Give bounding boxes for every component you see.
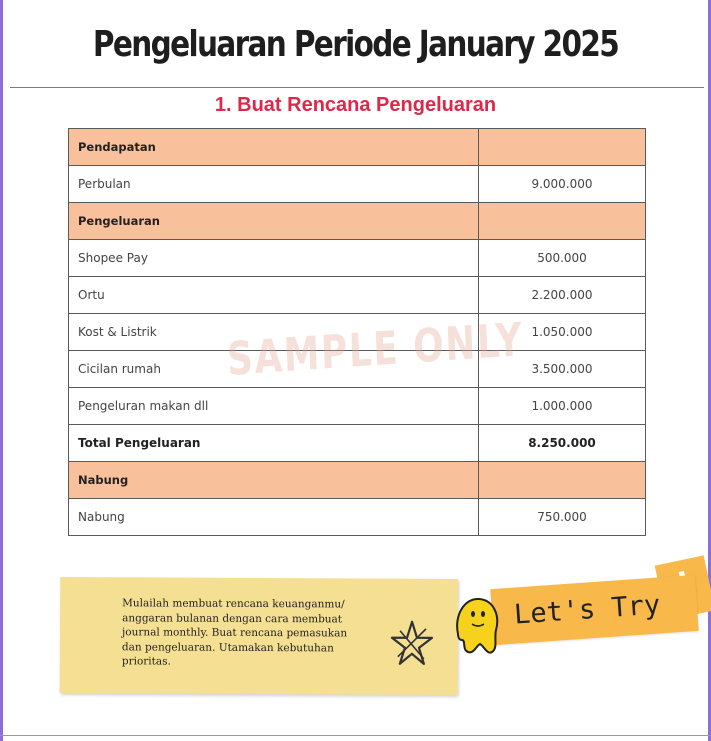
- sample-watermark: SAMPLE ONLY: [226, 312, 525, 386]
- row-amount: [479, 203, 646, 240]
- yellow-blob-mascot-icon: [452, 594, 504, 658]
- lets-try-label: Let's Try: [513, 589, 662, 631]
- row-amount: 3.500.000: [479, 351, 646, 388]
- row-amount: [479, 462, 646, 499]
- row-amount: 2.200.000: [479, 277, 646, 314]
- row-label: Kost & Listrik: [69, 314, 479, 351]
- table-section-header: [69, 462, 646, 499]
- row-label: Pengeluran makan dll: [69, 388, 479, 425]
- note-line: anggaran bulanan dengan cara membuat: [122, 611, 343, 625]
- row-label: Nabung: [69, 499, 479, 536]
- table-row: [69, 166, 646, 203]
- row-amount: [479, 129, 646, 166]
- row-label: Pendapatan: [69, 129, 479, 166]
- note-line: Mulailah membuat rencana keuanganmu/: [122, 597, 345, 611]
- table-row: [69, 240, 646, 277]
- note-line: journal monthly. Buat rencana pemasukan: [121, 626, 348, 640]
- row-label: Pengeluaran: [69, 203, 479, 240]
- table-row: [69, 277, 646, 314]
- table-section-header: [69, 129, 646, 166]
- row-label: Ortu: [69, 277, 479, 314]
- note-text: [122, 596, 372, 670]
- title-divider: [10, 87, 704, 88]
- row-label: Shopee Pay: [69, 240, 479, 277]
- bottom-divider: [0, 735, 711, 736]
- row-label: Cicilan rumah: [69, 351, 479, 388]
- table-row: [69, 388, 646, 425]
- row-amount: 750.000: [479, 499, 646, 536]
- row-amount: 1.050.000: [479, 314, 646, 351]
- row-label: Total Pengeluaran: [69, 425, 479, 462]
- note-line: dan pengeluaran. Utamakan kebutuhan: [121, 640, 334, 654]
- table-total-row: [69, 425, 646, 462]
- star-doodle-icon: [390, 619, 434, 667]
- row-amount: 8.250.000: [479, 425, 646, 462]
- section-title: 1. Buat Rencana Pengeluaran: [214, 94, 497, 116]
- table-row: [69, 499, 646, 536]
- row-amount: 500.000: [479, 240, 646, 277]
- row-amount: 9.000.000: [479, 166, 646, 203]
- row-amount: 1.000.000: [479, 388, 646, 425]
- row-label: Nabung: [69, 462, 479, 499]
- note-line: prioritas.: [121, 655, 171, 668]
- row-label: Perbulan: [69, 166, 479, 203]
- page-title: Pengeluaran Periode January 2025: [92, 24, 619, 65]
- sticky-note: [60, 577, 459, 695]
- table-section-header: [69, 203, 646, 240]
